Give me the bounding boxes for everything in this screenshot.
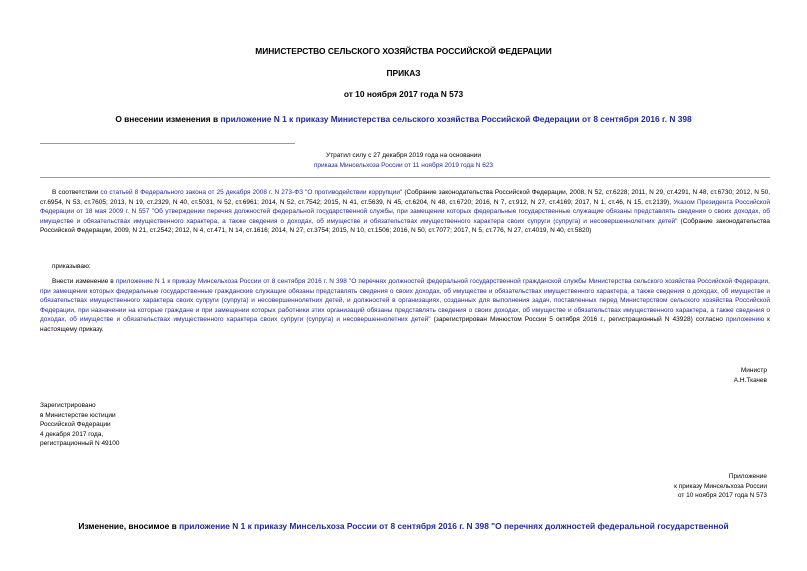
registration-line: в Министерстве юстиции: [40, 411, 116, 419]
preamble-text-3: (Собрание законодательства Российской Федерации, 2009, N 21, ст.2542; 2012, N 4, ст.471, N 14, ст.1616; 2014, N 27, ст.3754; 2015, N 10, ст.1506; 2016, N 50, ст.7077; 2017, N 5, ст.776, N 27, ст.4019, N 40, ст.5820): [40, 217, 770, 235]
registration-line: Российской Федерации: [40, 421, 111, 429]
appendix-header: [517, 472, 767, 501]
appendix-line: Приложение: [728, 473, 767, 480]
body-appendix-link[interactable]: приложение N 1 к приказу Минсельхоза России от 8 сентября 2016 г. N 398 "О перечнях должностей федеральной государственной гражданской службы Министерства сельского хозяйства Российской Федерации, при замещении которых федеральные государственные гражданские служащие обязаны представлять сведения о своих доходах, об имуществе и обязательствах имущественного характера, а также сведения о доходах, об имуществе и обязательствах имущественного характера своих супруги (супруга) и несовершеннолетних детей, и должностей в организациях, созданных для выполнения задач, поставленных перед Министерством сельского хозяйства Российской Федерации, при назначении на которые граждане и при замещении которых работники этих организаций обязаны представлять сведения о своих доходах, об имуществе и обязательствах имущественного характера, а также сведения о доходах, об имуществе и обязательствах имущественного характера своих супруги (супруга) и несовершеннолетних детей": [40, 278, 770, 324]
status-note-link[interactable]: приказа Минсельхоза России от 11 ноября 2019 года N 623: [313, 162, 494, 169]
order-title-link[interactable]: приложение N 1 к приказу Министерства сельского хозяйства Российской Федерации от 8 сентября 2016 г. N 398: [220, 114, 692, 124]
appendix-line: к приказу Минсельхоза России: [674, 482, 767, 490]
registration-line: регистрационный N 49100: [40, 440, 120, 448]
order-title: [0, 114, 807, 124]
order-title-prefix: О внесении изменения в: [115, 114, 221, 124]
change-title-prefix: Изменение, вносимое в: [78, 521, 180, 531]
document-type: ПРИКАЗ: [386, 68, 421, 78]
status-divider: [40, 177, 770, 178]
order-word: приказываю:: [52, 263, 91, 270]
title-divider: [40, 143, 295, 144]
registration-line: Зарегистрировано: [40, 402, 96, 409]
preamble-text-1: В соответствии: [52, 189, 101, 196]
preamble-paragraph: [40, 188, 770, 236]
appendix-line: от 10 ноября 2017 года N 573: [677, 492, 767, 500]
order-date-number: от 10 ноября 2017 года N 573: [343, 89, 464, 99]
status-note-line: Утратил силу с 27 декабря 2019 года на основании: [326, 152, 481, 159]
signature-position: Министр: [740, 367, 767, 374]
signature-name: А.Н.Ткачев: [733, 377, 767, 384]
change-title-link[interactable]: приложение N 1 к приказу Минсельхоза России от 8 сентября 2016 г. N 398 "О перечнях должностей федеральной государственной: [179, 521, 729, 531]
preamble-decree-link[interactable]: Указом Президента Российской Федерации от 18 мая 2009 г. N 557 "Об утверждении перечня должностей федеральной государственной службы, при замещении которых федеральные государственные служащие обязаны представлять сведения о своих доходах, об имуществе и обязательствах имущественного характера, а также сведения о доходах, об имуществе и обязательствах имущественного характера своих супруги (супруга) и несовершеннолетних детей": [40, 198, 770, 225]
ministry-heading: МИНИСТЕРСТВО СЕЛЬСКОГО ХОЗЯЙСТВА РОССИЙСКОЙ ФЕДЕРАЦИИ: [255, 46, 552, 56]
body-paragraph: [40, 277, 770, 335]
preamble-text-2: (Собрание законодательства Российской Федерации, 2008, N 52, ст.6228; 2011, N 29, ст.4291, N 48, ст.6730; 2012, N 50, ст.6954, N 53, ст.7605; 2013, N 19, ст.2329, N 40, ст.5031, N 52, ст.6961; 2014, N 52, ст.7542; 2015, N 41, ст.5639, N 45, ст.6204, N 48, ст.6720; 2016, N 7, ст.912, N 27, ст.4169; 2017, N 1, ст.46, N 15, ст.2139),: [40, 189, 771, 206]
body-text-1: Внести изменение в: [52, 278, 116, 285]
body-text-2: (зарегистрирован Минюстом России 5 октября 2016 г., регистрационный N 43928) согласно: [430, 316, 726, 324]
registration-block: [40, 401, 120, 449]
change-title: [0, 521, 807, 531]
body-text-3: к настоящему приказу.: [40, 316, 771, 333]
preamble-law-link[interactable]: со статьей 8 Федерального закона от 25 декабря 2008 г. N 273-ФЗ "О противодействии коррупции": [100, 189, 403, 196]
body-attachment-link[interactable]: приложению: [725, 316, 765, 324]
registration-line: 4 декабря 2017 года,: [40, 430, 104, 438]
